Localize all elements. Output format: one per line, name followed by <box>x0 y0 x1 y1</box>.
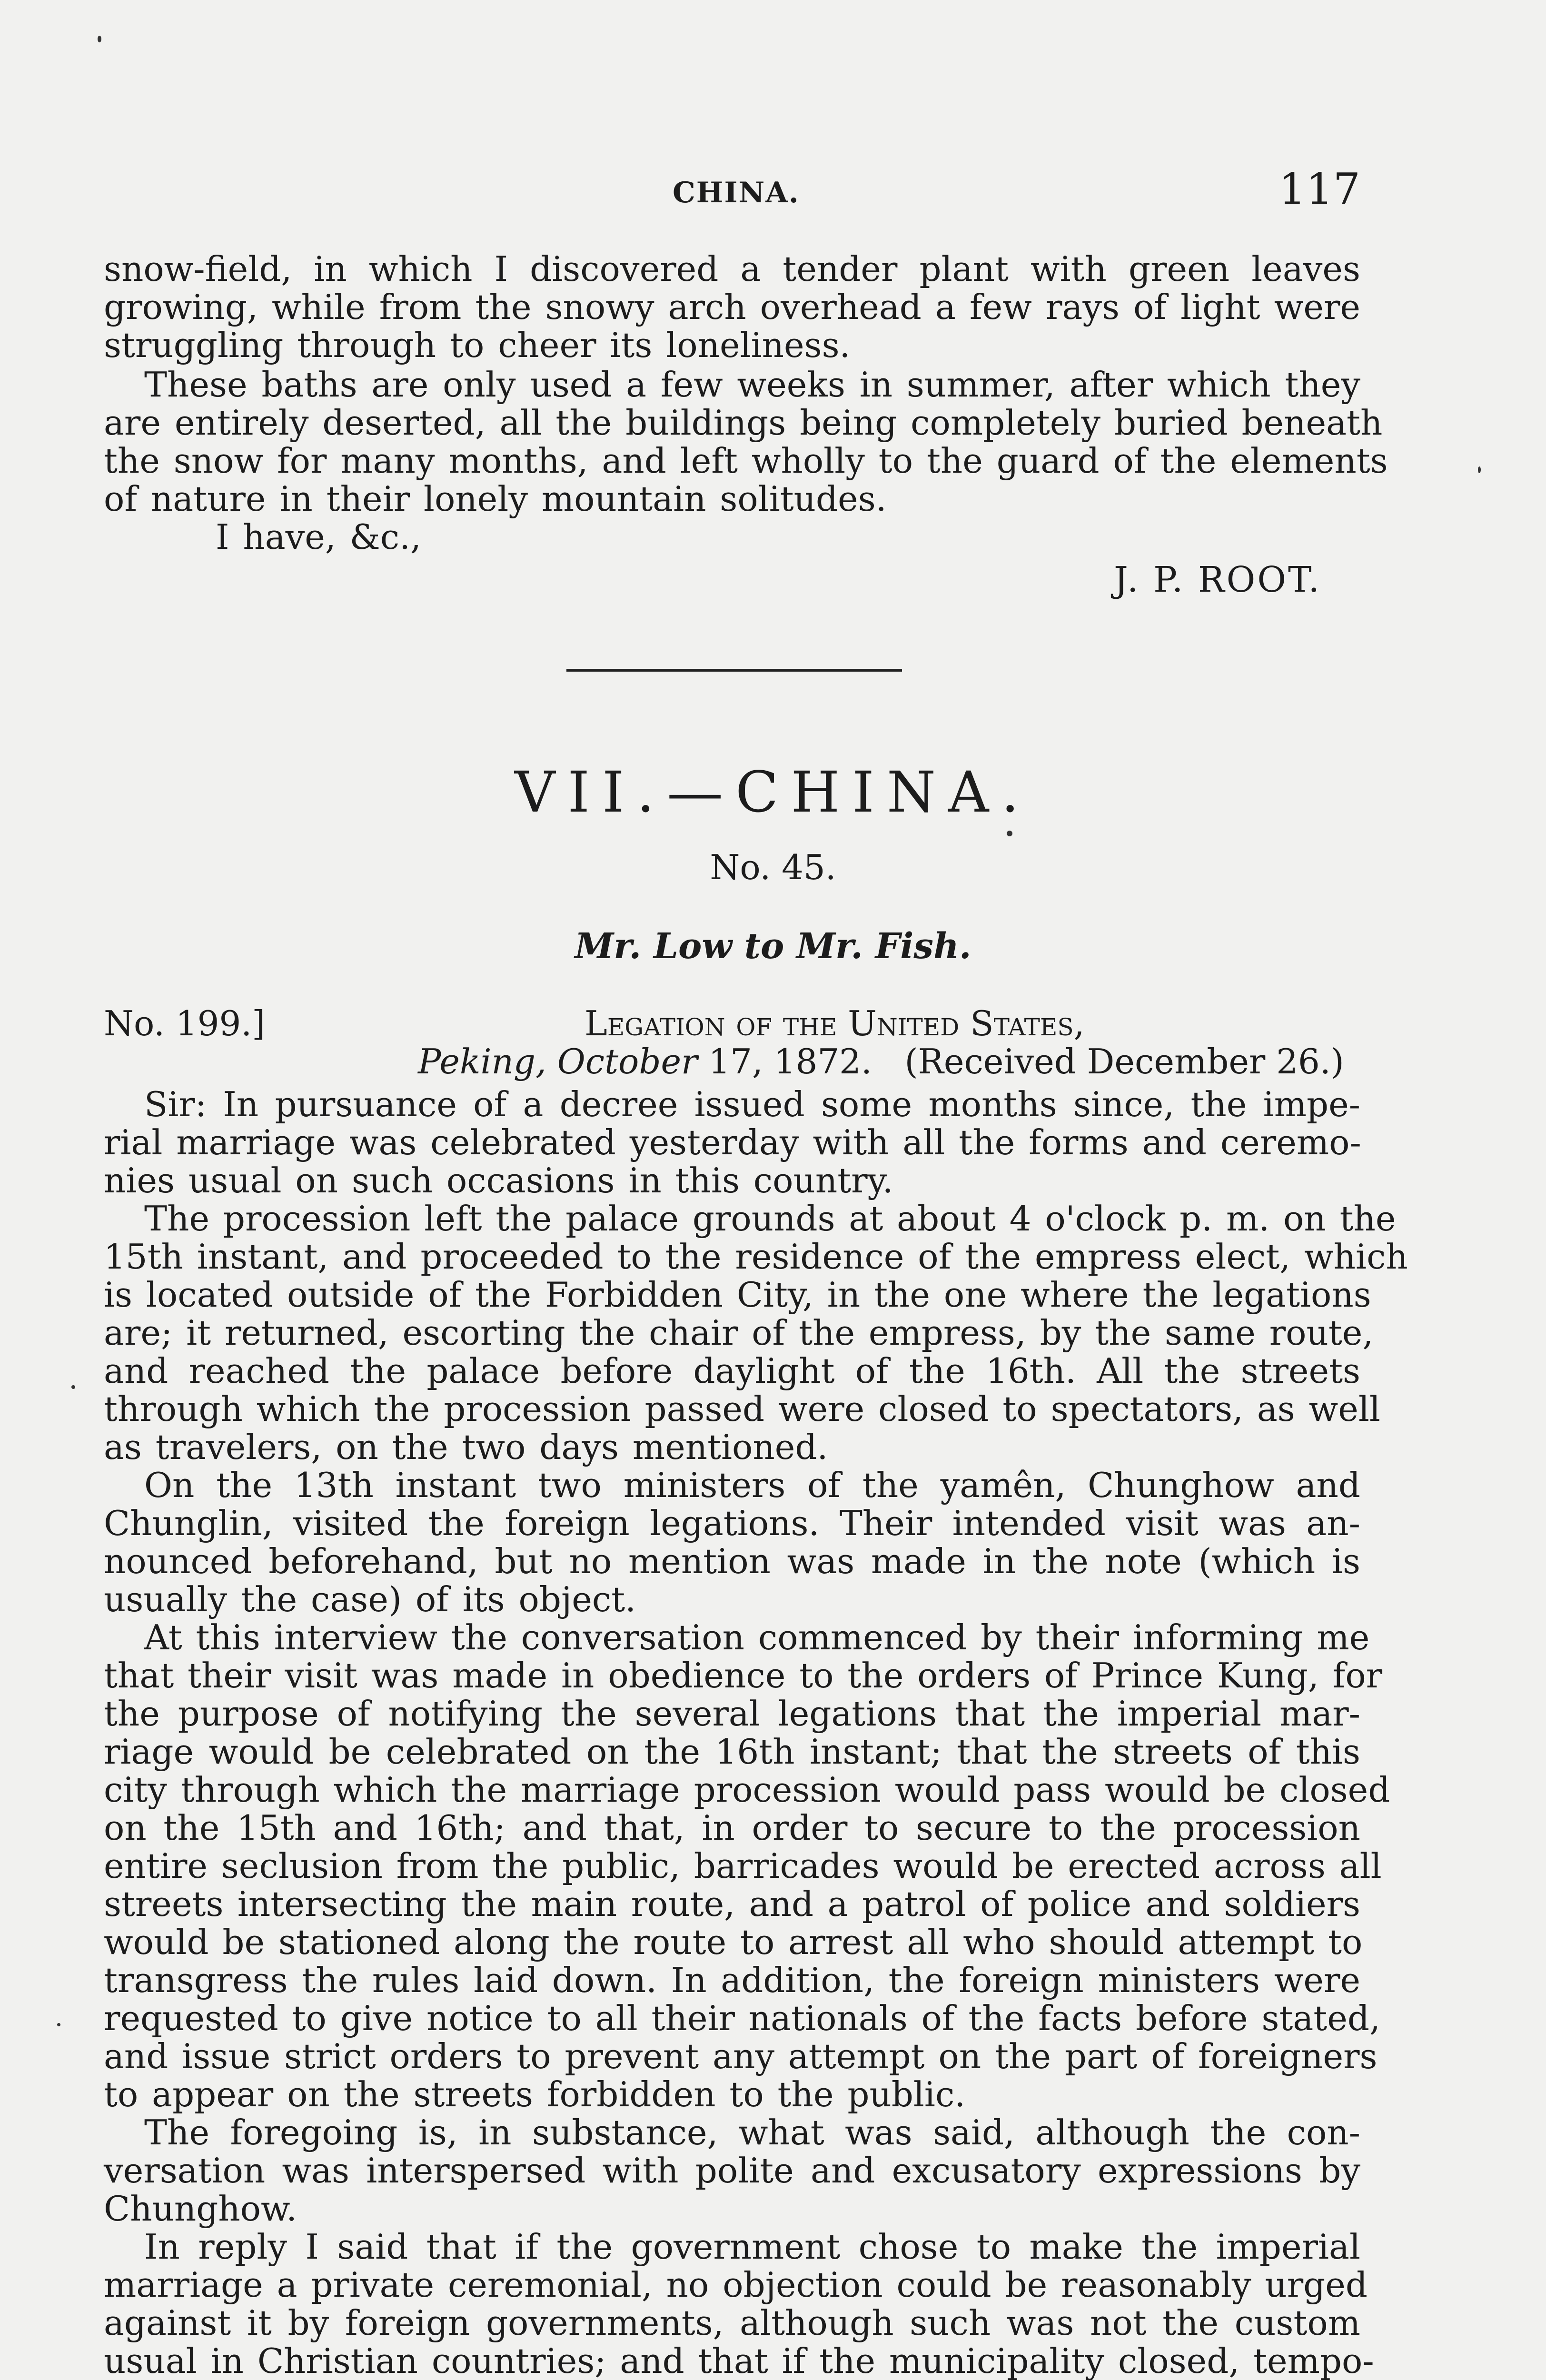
paragraph <box>104 1617 1390 2114</box>
text-line: These baths are only used a few weeks in summer, after which they <box>144 365 1360 405</box>
continuation-paragraph <box>104 250 1360 364</box>
text-line: Chunglin, visited the foreign legations. Their intended visit was an- <box>104 1503 1360 1543</box>
text-line: that their visit was made in obedience to the orders of Prince Kung, for <box>104 1656 1383 1696</box>
text-line: The foregoing is, in substance, what was said, although the con- <box>144 2112 1360 2152</box>
paragraph <box>104 1466 1360 1618</box>
text-line: Chunghow. <box>104 2189 297 2229</box>
dispatch-number: No. 199.] <box>104 1003 266 1043</box>
text-line: versation was interspersed with polite and excusatory expressions by <box>104 2151 1360 2191</box>
text-line: snow-field, in which I discovered a tender plant with green leaves <box>104 249 1360 289</box>
text-line: the purpose of notifying the several legations that the imperial mar- <box>104 1694 1360 1734</box>
text-line: of nature in their lonely mountain solitudes. <box>104 479 887 519</box>
text-line: city through which the marriage procession would pass would be closed <box>104 1770 1390 1810</box>
salutation: I have, &c., <box>216 517 421 557</box>
text-line: rial marriage was celebrated yesterday with all the forms and ceremo- <box>104 1122 1361 1162</box>
signature: J. P. ROOT. <box>1114 559 1321 600</box>
scan-speck <box>71 1385 75 1389</box>
text-line: On the 13th instant two ministers of the yamên, Chunghow and <box>144 1465 1360 1505</box>
text-line: The procession left the palace grounds at about 4 o'clock p. m. on the <box>144 1199 1396 1239</box>
text-line: riage would be celebrated on the 16th instant; that the streets of this <box>104 1732 1360 1772</box>
text-line: transgress the rules laid down. In addition, the foreign ministers were <box>104 1960 1360 2000</box>
paragraph <box>104 1085 1360 1200</box>
text-line: would be stationed along the route to arrest all who should attempt to <box>104 1922 1363 1962</box>
correspondents-line: Mr. Low to Mr. Fish. <box>575 926 971 967</box>
paragraph <box>104 2113 1360 2228</box>
place-name: Peking, <box>418 1041 546 1081</box>
scan-speck <box>98 36 101 42</box>
text-line: marriage a private ceremonial, no objection could be reasonably urged <box>104 2265 1368 2305</box>
running-head-title: CHINA. <box>673 176 800 209</box>
letter-header <box>104 1004 1360 1081</box>
section-title: VII.—CHINA. <box>515 759 1031 825</box>
scan-speck <box>57 2023 60 2026</box>
text-line: against it by foreign governments, although such was not the custom <box>104 2303 1360 2343</box>
section-divider <box>566 669 902 672</box>
text-line: are; it returned, escorting the chair of the empress, by the same route, <box>104 1313 1374 1353</box>
legation-name: Legation of the United States, <box>585 1003 1085 1043</box>
date-month: October <box>557 1041 698 1081</box>
text-line: on the 15th and 16th; and that, in order to secure to the procession <box>104 1808 1360 1848</box>
text-line: the snow for many months, and left wholly to the guard of the elements <box>104 441 1388 481</box>
text-line: struggling through to cheer its loneliness. <box>104 325 851 365</box>
text-line: are entirely deserted, all the buildings being completely buried beneath <box>104 403 1383 443</box>
text-line: and issue strict orders to prevent any attempt on the part of foreigners <box>104 2036 1378 2076</box>
text-line: as travelers, on the two days mentioned. <box>104 1427 828 1467</box>
text-line: usual in Christian countries; and that if the municipality closed, tempo- <box>104 2341 1374 2380</box>
text-line: growing, while from the snowy arch overhead a few rays of light were <box>104 287 1360 327</box>
document-number: No. 45. <box>710 847 836 887</box>
received-note: (Received December 26.) <box>904 1041 1344 1081</box>
text-line: nies usual on such occasions in this country. <box>104 1160 893 1200</box>
running-head <box>104 164 1360 217</box>
text-line: requested to give notice to all their nationals of the facts before stated, <box>104 1998 1380 2038</box>
text-line: usually the case) of its object. <box>104 1579 636 1619</box>
text-line: entire seclusion from the public, barricades would be erected across all <box>104 1846 1382 1886</box>
text-line: through which the procession passed were closed to spectators, as well <box>104 1389 1380 1429</box>
letter-body <box>104 1084 1408 2380</box>
baths-paragraph <box>104 365 1388 557</box>
text-line: Sir: In pursuance of a decree issued some months since, the impe- <box>144 1084 1360 1124</box>
date-rest: 17, 1872. <box>708 1041 872 1081</box>
text-line: In reply I said that if the government chose to make the imperial <box>144 2227 1360 2267</box>
text-line: 15th instant, and proceeded to the residence of the empress elect, which <box>104 1237 1408 1277</box>
scan-speck <box>1478 466 1481 473</box>
scan-speck <box>1007 831 1012 836</box>
paragraph <box>104 1199 1408 1467</box>
text-line: is located outside of the Forbidden City, in the one where the legations <box>104 1275 1371 1315</box>
text-line: nounced beforehand, but no mention was made in the note (which is <box>104 1541 1360 1581</box>
text-line: streets intersecting the main route, and a patrol of police and soldiers <box>104 1884 1360 1924</box>
text-line: to appear on the streets forbidden to the public. <box>104 2074 966 2114</box>
text-line: and reached the palace before daylight of the 16th. All the streets <box>104 1351 1360 1391</box>
text-line: At this interview the conversation commenced by their informing me <box>144 1617 1370 1657</box>
paragraph <box>104 2227 1374 2380</box>
dateline <box>418 1042 1344 1081</box>
page-number: 117 <box>1278 164 1360 214</box>
